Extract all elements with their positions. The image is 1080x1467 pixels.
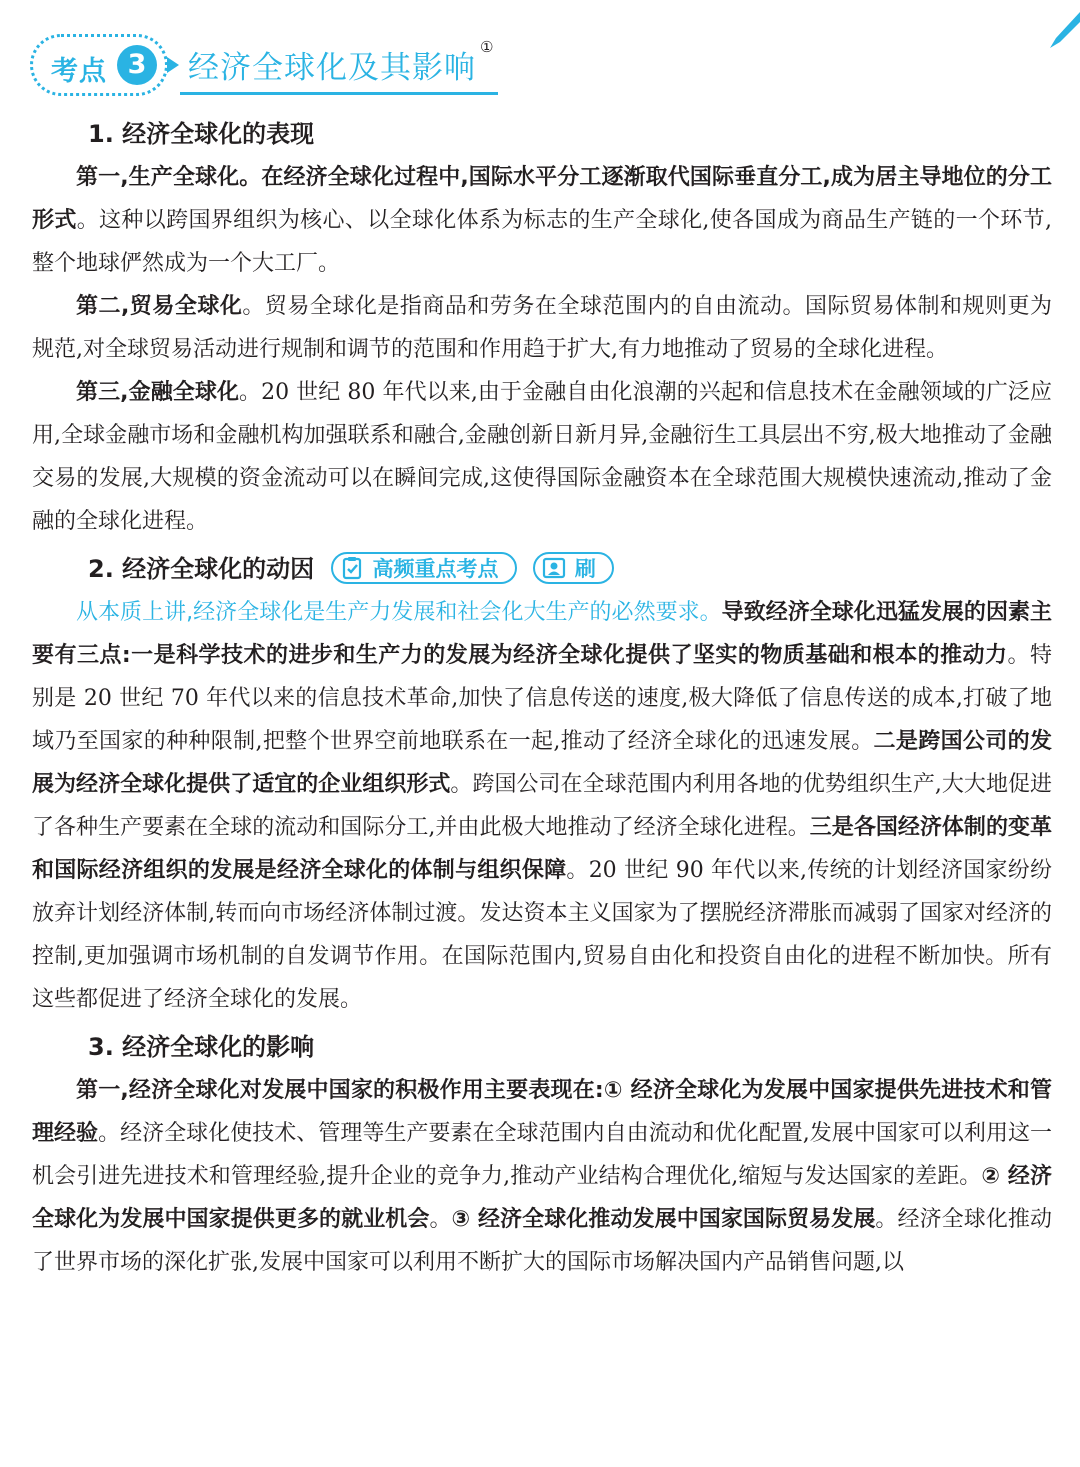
bold-text: 三是各国经济体制的变革和国际经济组织的发展是经济全球化的体制与组织保障: [32, 815, 1052, 883]
bold-text: 第三,金融全球化: [76, 380, 240, 405]
section-title-text: 经济全球化及其影响: [188, 50, 476, 86]
title-footnote-mark: ①: [480, 38, 495, 56]
bold-text: ③ 经济全球化推动发展中国家国际贸易发展: [451, 1207, 876, 1232]
bold-text: ② 经济全球化为发展中国家提供更多的就业机会: [32, 1164, 1052, 1232]
bold-text: 导致经济全球化迅猛发展的因素主要有三点:一是科学技术的进步和生产力的发展为经济全球化提供了坚实的物质基础和根本的推动力: [32, 600, 1052, 668]
tag-practice-label: 刷: [574, 557, 596, 581]
heading-drivers-text: 2. 经济全球化的动因: [88, 555, 315, 583]
title-underline: [180, 92, 498, 95]
checklist-icon: [339, 556, 365, 580]
bold-text: 第一,经济全球化对发展中国家的积极作用主要表现在:① 经济全球化为发展中国家提供先进技术和管理经验: [32, 1078, 1052, 1146]
body-text: 。贸易全球化是指商品和劳务在全球范围内的自由流动。国际贸易体制和规则更为规范,对全球贸易活动进行规制和调节的范围和作用趋于扩大,有力地推动了贸易的全球化进程。: [32, 294, 1052, 362]
body-text: 。经济全球化使技术、管理等生产要素在全球范围内自由流动和优化配置,发展中国家可以利用这一机会引进先进技术和管理经验,提升企业的竞争力,推动产业结构合理优化,缩短与发达国家的差距。: [32, 1121, 1052, 1189]
highlight-text: 从本质上讲,经济全球化是生产力发展和社会化大生产的必然要求。: [76, 600, 722, 625]
heading-impacts: 3. 经济全球化的影响: [88, 1033, 315, 1061]
body-text: 。特别是 20 世纪 70 年代以来的信息技术革命,加快了信息传送的速度,极大降低了信息传送的成本,打破了地域乃至国家的种种限制,把整个世界空前地联系在一起,推动了经济全球化的迅速发展。: [32, 643, 1052, 754]
main-content: [32, 112, 1052, 1284]
paragraph-production: [32, 156, 1052, 285]
section-header: [30, 30, 510, 100]
bold-text: 第一,生产全球化。在经济全球化过程中,国际水平分工逐渐取代国际垂直分工,成为居主导地位的分工形式: [32, 165, 1052, 233]
badge-number: 3: [117, 45, 157, 85]
bold-text: 第二,贸易全球化: [76, 294, 243, 319]
tag-high-frequency[interactable]: [331, 552, 517, 584]
body-text: 。20 世纪 90 年代以来,传统的计划经济国家纷纷放弃计划经济体制,转而向市场经济体制过渡。发达资本主义国家为了摆脱经济滞胀而减弱了国家对经济的控制,更加强调市场机制的自发调节作用。在国际范围内,贸易自由化和投资自由化的进程不断加快。所有这些都促进了经济全球化的发展。: [32, 858, 1052, 1012]
paragraph-trade: [32, 285, 1052, 371]
kaodian-badge: [30, 34, 168, 96]
body-text: 。经济全球化推动了世界市场的深化扩张,发展中国家可以利用不断扩大的国际市场解决国内产品销售问题,以: [32, 1207, 1052, 1275]
paragraph-drivers: [32, 591, 1052, 1021]
body-text: 。跨国公司在全球范围内利用各地的优势组织生产,大大地促进了各种生产要素在全球的流动和国际分工,并由此极大地推动了经济全球化进程。: [32, 772, 1052, 840]
arrow-icon: [167, 57, 179, 73]
tag-practice[interactable]: [533, 552, 614, 584]
body-text: 。20 世纪 80 年代以来,由于金融自由化浪潮的兴起和信息技术在金融领域的广泛应用,全球金融市场和金融机构加强联系和融合,金融创新日新月异,金融衍生工具层出不穷,极大地推动了金融交易的发展,大规模的资金流动可以在瞬间完成,这使得国际金融资本在全球范围大规模快速流动,推动了金融的全球化进程。: [32, 380, 1052, 534]
body-text: 。这种以跨国界组织为核心、以全球化体系为标志的生产全球化,使各国成为商品生产链的一个环节,整个地球俨然成为一个大工厂。: [32, 208, 1052, 276]
paragraph-finance: [32, 371, 1052, 543]
practice-icon: [541, 556, 567, 580]
heading-drivers: [32, 547, 1052, 591]
badge-label: 考点: [51, 56, 107, 87]
bold-text: 二是跨国公司的发展为经济全球化提供了适宜的企业组织形式: [32, 729, 1052, 797]
paragraph-impacts: [32, 1069, 1052, 1284]
section-title: [188, 38, 495, 87]
pencil-icon: [1046, 10, 1080, 50]
body-text: 。: [429, 1207, 452, 1232]
tag-high-frequency-label: 高频重点考点: [372, 557, 499, 581]
heading-manifestations: 1. 经济全球化的表现: [88, 120, 315, 148]
